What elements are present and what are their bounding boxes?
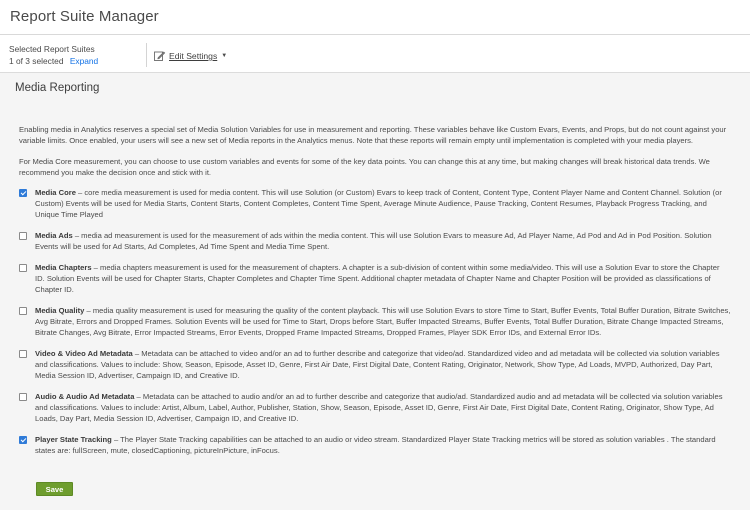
selected-report-suites <box>9 44 98 67</box>
edit-settings-label: Edit Settings <box>169 51 218 61</box>
save-button[interactable]: Save <box>36 482 73 496</box>
option-audio-metadata <box>19 391 731 424</box>
option-description: – core media measurement is used for media content. This will use Solution (or Custom) Evars to keep track of Content, Content Type, Content Player Name and Content Channel. Solution (or Custom) Events will be used for Media Starts, Content Starts, Content Completes, Content Time Spent, Average Minute Audience, Pause Tracking, Content Resumes, Playback Progress Tracking, and Unique Time Played <box>35 188 722 219</box>
selected-count: 1 of 3 selected <box>9 56 64 66</box>
option-description: – The Player State Tracking capabilities can be attached to an audio or video stream. Standardized Player State Tracking metrics will be stored as solution variables . The standard states are: fullScreen, mute, closedCaptioning, pictureInPicture, inFocus. <box>35 435 716 455</box>
header-divider <box>0 34 750 35</box>
selected-label: Selected Report Suites <box>9 44 95 54</box>
intro-paragraph: Enabling media in Analytics reserves a special set of Media Solution Variables for use in measurement and reporting. These variables behave like Custom Evars, Events, and Props, but do not count against your variable limits. Once enabled, your users will see a new set of Media reports in the Analytics menus. Note that these reports will remain empty until implementation is completed with your media players. <box>19 125 727 145</box>
option-media-core <box>19 187 731 220</box>
video-metadata-checkbox[interactable] <box>19 350 27 358</box>
option-media-quality <box>19 305 731 338</box>
option-media-chapters <box>19 262 731 295</box>
option-label: Audio & Audio Ad Metadata <box>35 392 135 401</box>
option-label: Media Chapters <box>35 263 92 272</box>
media-quality-checkbox[interactable] <box>19 307 27 315</box>
toolbar-divider <box>146 43 147 67</box>
edit-icon <box>154 50 166 62</box>
option-description: – media chapters measurement is used for the measurement of chapters. A chapter is a sub-division of content within some media/video. This will use a Solution Evar to store the Chapter ID. Solution Events will be used for Chapter Starts, Chapter Completes and Chapter Time Spent. Additional chapter metadata of Chapter Name and Chapter Position will be provided as classifications of Chapter ID. <box>35 263 720 294</box>
option-player-state-tracking <box>19 434 731 456</box>
edit-settings-menu[interactable] <box>154 50 227 62</box>
option-label: Media Ads <box>35 231 73 240</box>
app-title: Report Suite Manager <box>10 8 159 25</box>
media-chapters-checkbox[interactable] <box>19 264 27 272</box>
option-label: Video & Video Ad Metadata <box>35 349 133 358</box>
option-description: – Metadata can be attached to video and/or an ad to further describe and categorize that video/ad. Standardized video and ad metadata will be collected via solution variables and classifications. Values to include: Show, Season, Episode, Asset ID, Genre, First Air Date, First Digital Date, Content Rating, Originator, Network, Show Type, Ad Loads, MVPD, Authorized, Day Part, Media Session ID, Advertiser, Campaign ID, and Creative ID. <box>35 349 720 380</box>
option-description: – media quality measurement is used for measuring the quality of the content playback. This will use Solution Evars to store Time to Start, Buffer Events, Total Buffer Duration, Bitrate Switches, Avg Bitrate, Errors and Dropped Frames. Solution Events will be used for Time to Start, Drops before Start, Buffer Impacted Streams, Buffer Events, Total Buffer Duration, Bitrate Change Impacted Streams, Bitrate Changes, Avg Bitrate, Error Impacted Streams, Error Events, Dropped Frame Impacted Streams, Dropped Frames, Player SDK Error IDs, and External Error IDs. <box>35 306 731 337</box>
media-settings-form <box>19 124 731 466</box>
player-state-tracking-checkbox[interactable] <box>19 436 27 444</box>
intro-paragraph: For Media Core measurement, you can choose to use custom variables and events for some of the key data points. You can change this at any time, but making changes will break historical data trends. We recommend you make the decision once and stick with it. <box>19 157 710 177</box>
option-description: – media ad measurement is used for the measurement of ads within the media content. This will use Solution Evars to measure Ad, Ad Player Name, Ad Pod and Ad in Pod Position. Solution Events will be used for Ad Starts, Ad Completes, Ad Time Spent and Media Time Spent. <box>35 231 712 251</box>
chevron-down-icon: ▼ <box>221 53 228 59</box>
option-label: Player State Tracking <box>35 435 112 444</box>
option-video-metadata <box>19 348 731 381</box>
option-description: – Metadata can be attached to audio and/or an ad to further describe and categorize that audio/ad. Standardized audio and ad metadata will be collected via solution variables and classifications. Values to include: Artist, Album, Label, Author, Publisher, Station, Show, Season, Episode, Asset ID, Genre, First Air Date, First Digital Date, Content Rating, Originator, Show Type, Ad Loads, Day Part, Media Session ID, Advertiser, Campaign ID, and Creative ID. <box>35 392 723 423</box>
option-label: Media Core <box>35 188 76 197</box>
page-title: Media Reporting <box>15 82 100 94</box>
panel-divider <box>0 72 750 73</box>
media-ads-checkbox[interactable] <box>19 232 27 240</box>
audio-metadata-checkbox[interactable] <box>19 393 27 401</box>
expand-link[interactable]: Expand <box>69 56 99 66</box>
media-core-checkbox[interactable] <box>19 189 27 197</box>
option-label: Media Quality <box>35 306 85 315</box>
option-media-ads <box>19 230 731 252</box>
